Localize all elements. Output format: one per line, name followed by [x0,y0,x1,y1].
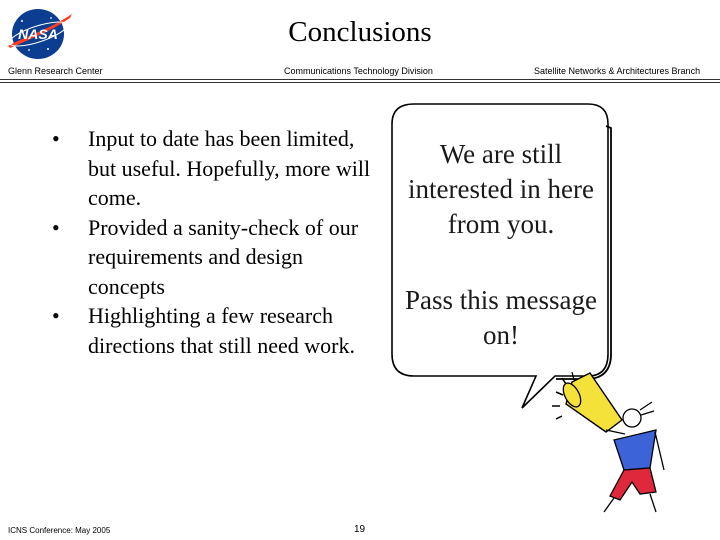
footer-conference-label: ICNS Conference: May 2005 [8,526,111,535]
bullet-text: Provided a sanity-check of our requirements and design concepts [88,214,359,299]
bullet-dot-icon: • [52,126,60,151]
header-center-label: Communications Technology Division [284,66,433,76]
header-left-label: Glenn Research Center [8,66,103,76]
bullet-dot-icon: • [52,214,60,240]
slide-title: Conclusions [288,16,432,48]
bullet-dot-icon: • [52,303,60,328]
bullet-text: Input to date has been limited, but useful. Hopefully, more will come. [88,126,371,210]
bubble-message-primary: We are still interested in here from you. [408,139,594,239]
svg-text:NASA: NASA [18,26,58,42]
bullet-text: Highlighting a few research directions that still need work. [88,303,355,358]
page-number: 19 [354,524,366,535]
header-right-label: Satellite Networks & Architectures Branch [534,66,701,76]
bubble-message-secondary: Pass this message on! [405,285,597,350]
megaphone-person-icon [552,372,664,512]
